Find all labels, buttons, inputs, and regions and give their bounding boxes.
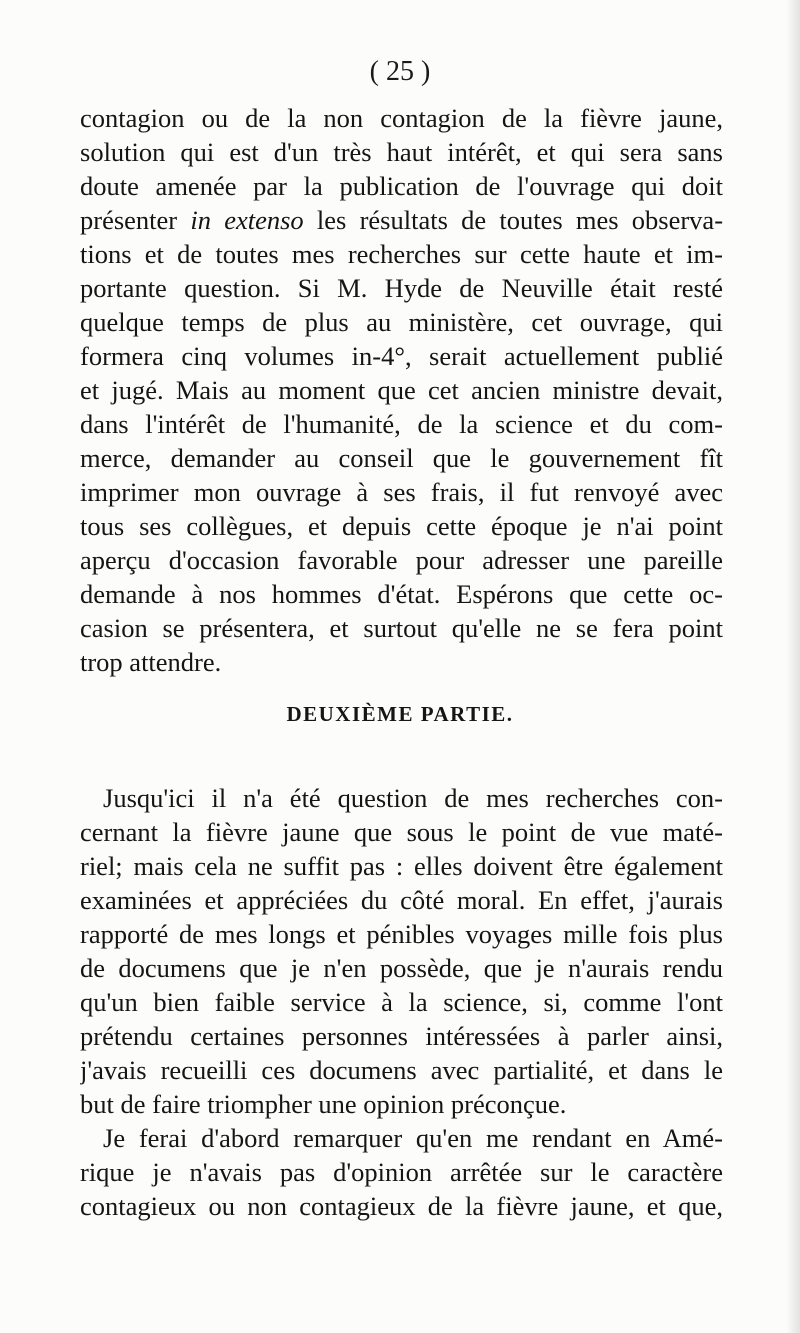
text-line-with-italic bbox=[80, 203, 723, 237]
text-line: de documens que je n'en possède, que je n'aurais rendu bbox=[80, 953, 723, 983]
text-line: quelque temps de plus au ministère, cet ouvrage, qui bbox=[80, 307, 723, 337]
text-line: Je ferai d'abord remarquer qu'en me rendant en Amé- bbox=[103, 1123, 723, 1153]
text-line: trop attendre. bbox=[80, 647, 222, 677]
text-line: dans l'intérêt de l'humanité, de la science et du com- bbox=[80, 409, 723, 439]
text-line: contagieux ou non contagieux de la fièvre jaune, et que, bbox=[80, 1191, 723, 1221]
text-line: Jusqu'ici il n'a été question de mes recherches con- bbox=[103, 783, 723, 813]
text-line: demande à nos hommes d'état. Espérons que cette oc- bbox=[80, 579, 723, 609]
text-line: rique je n'avais pas d'opinion arrêtée sur le caractère bbox=[80, 1157, 723, 1187]
text-line: examinées et appréciées du côté moral. En effet, j'aurais bbox=[80, 885, 723, 915]
text-line: prétendu certaines personnes intéressées à parler ainsi, bbox=[80, 1021, 723, 1051]
text-line: aperçu d'occasion favorable pour adresser une pareille bbox=[80, 545, 723, 575]
text-line: tous ses collègues, et depuis cette époque je n'ai point bbox=[80, 511, 723, 541]
text-fragment: présenter bbox=[80, 205, 178, 235]
text-line: formera cinq volumes in-4°, serait actuellement publié bbox=[80, 341, 723, 371]
text-line: cernant la fièvre jaune que sous le point de vue maté- bbox=[80, 817, 723, 847]
text-line: casion se présentera, et surtout qu'elle ne se fera point bbox=[80, 613, 723, 643]
text-line: doute amenée par la publication de l'ouvrage qui doit bbox=[80, 171, 723, 201]
text-line: rapporté de mes longs et pénibles voyages mille fois plus bbox=[80, 919, 723, 949]
text-line: et jugé. Mais au moment que cet ancien ministre devait, bbox=[80, 375, 723, 405]
text-line: but de faire triompher une opinion préconçue. bbox=[80, 1089, 567, 1119]
text-line: portante question. Si M. Hyde de Neuville était resté bbox=[80, 273, 723, 303]
text-line: qu'un bien faible service à la science, si, comme l'ont bbox=[80, 987, 723, 1017]
section-heading: DEUXIÈME PARTIE. bbox=[286, 702, 514, 726]
text-line: merce, demander au conseil que le gouvernement fît bbox=[80, 443, 723, 473]
text-line: j'avais recueilli ces documens avec partialité, et dans le bbox=[80, 1055, 723, 1085]
text-line: tions et de toutes mes recherches sur cette haute et im- bbox=[80, 239, 723, 269]
italic-phrase: in extenso bbox=[190, 205, 304, 235]
text-line: imprimer mon ouvrage à ses frais, il fut renvoyé avec bbox=[80, 477, 723, 507]
page-edge-shadow bbox=[786, 0, 800, 1333]
text-fragment: les résultats de toutes mes observa- bbox=[316, 205, 723, 235]
text-line: contagion ou de la non contagion de la fièvre jaune, bbox=[80, 103, 723, 133]
page-number: ( 25 ) bbox=[369, 56, 431, 87]
text-line: solution qui est d'un très haut intérêt, et qui sera sans bbox=[80, 137, 723, 167]
text-line: riel; mais cela ne suffit pas : elles doivent être également bbox=[80, 851, 723, 881]
